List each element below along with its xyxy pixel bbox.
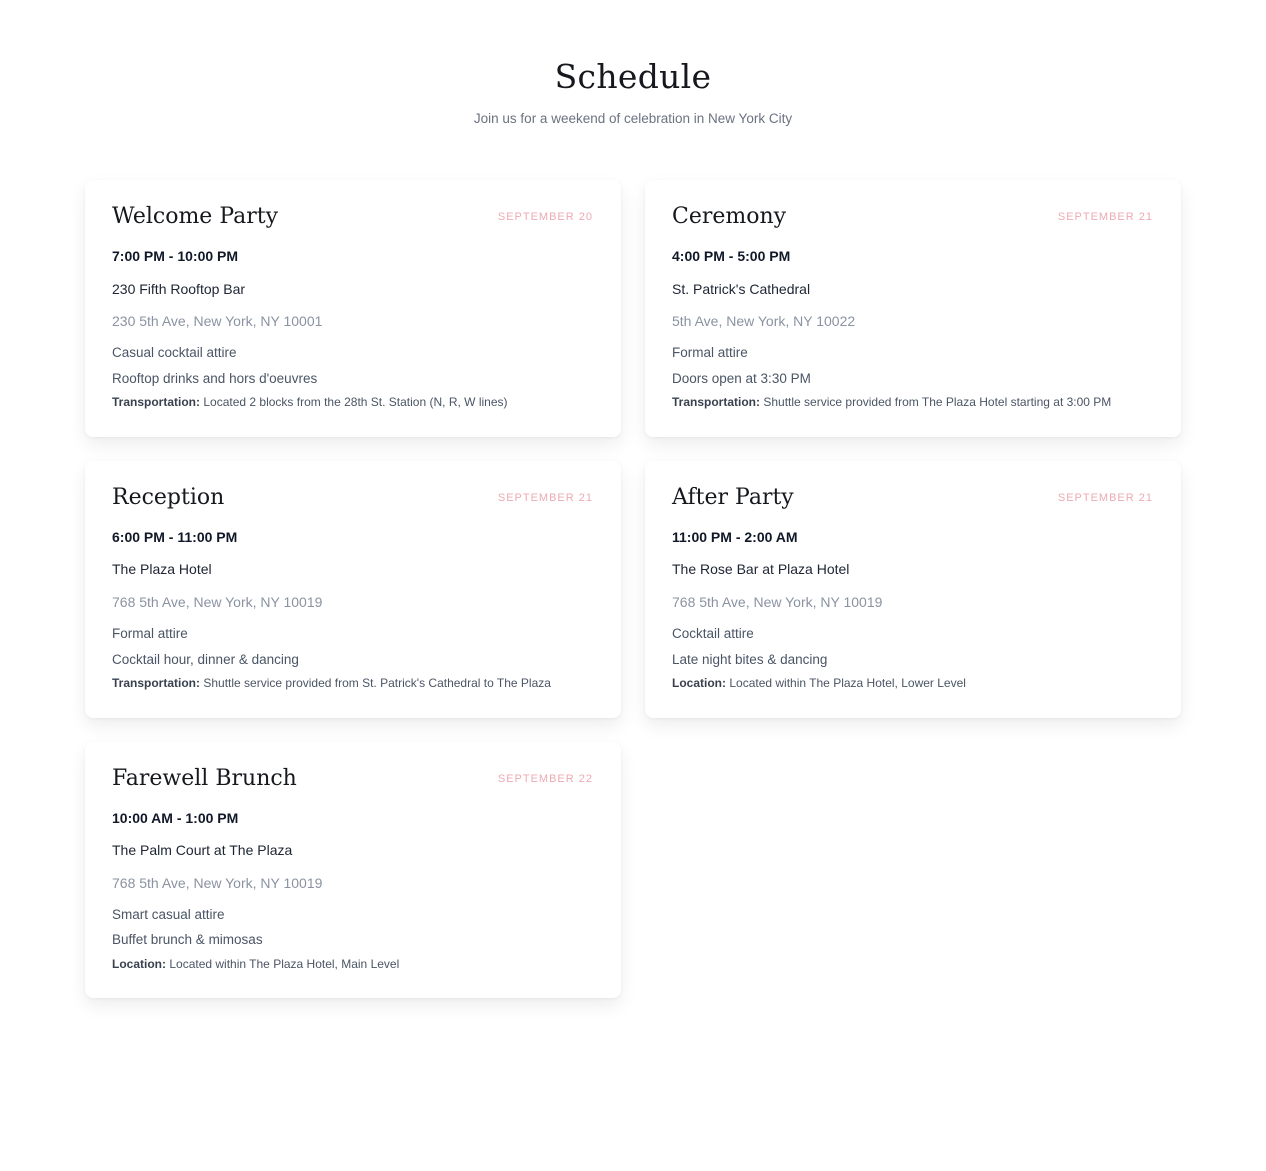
- event-note-text: Shuttle service provided from The Plaza Hotel starting at 3:00 PM: [763, 395, 1112, 410]
- event-address: 768 5th Ave, New York, NY 10019: [672, 593, 883, 610]
- event-card-header: [672, 204, 1153, 230]
- event-venue: The Plaza Hotel: [112, 561, 212, 578]
- event-address: 768 5th Ave, New York, NY 10019: [112, 593, 323, 610]
- event-card-header: [672, 485, 1153, 511]
- event-date: SEPTEMBER 21: [1057, 211, 1153, 224]
- page-title: Schedule: [554, 57, 712, 96]
- event-card-farewell-brunch: [85, 742, 621, 999]
- event-note-label: Transportation:: [112, 395, 201, 410]
- event-attire: Cocktail attire: [672, 626, 754, 642]
- event-card-after-party: [645, 461, 1181, 718]
- event-description: Cocktail hour, dinner & dancing: [112, 651, 299, 667]
- event-venue: The Rose Bar at Plaza Hotel: [672, 561, 850, 578]
- event-attire: Formal attire: [112, 626, 188, 642]
- event-time: 7:00 PM - 10:00 PM: [112, 248, 239, 265]
- event-title: After Party: [672, 484, 794, 510]
- event-note: [672, 394, 1153, 411]
- event-note-text: Shuttle service provided from St. Patrick's Cathedral to The Plaza: [203, 676, 551, 691]
- event-venue: St. Patrick's Cathedral: [672, 280, 811, 297]
- event-note: [672, 675, 1153, 692]
- event-card-ceremony: [645, 180, 1181, 437]
- event-address: 230 5th Ave, New York, NY 10001: [112, 312, 323, 329]
- event-time: 6:00 PM - 11:00 PM: [112, 529, 238, 546]
- event-date: SEPTEMBER 22: [497, 772, 593, 785]
- event-card-header: [112, 204, 593, 230]
- event-note: [112, 675, 593, 692]
- event-note-text: Located within The Plaza Hotel, Main Level: [169, 957, 400, 971]
- page-header: [0, 0, 1266, 126]
- event-attire: Casual cocktail attire: [112, 345, 237, 361]
- event-card-reception: [85, 461, 621, 718]
- event-note: [112, 394, 593, 411]
- event-card-header: [112, 766, 593, 792]
- page-subtitle: Join us for a weekend of celebration in New York City: [473, 111, 793, 126]
- event-time: 4:00 PM - 5:00 PM: [672, 248, 791, 265]
- event-description: Rooftop drinks and hors d'oeuvres: [112, 370, 318, 386]
- event-note-text: Located within The Plaza Hotel, Lower Level: [729, 676, 966, 691]
- event-note-label: Transportation:: [672, 395, 761, 410]
- event-date: SEPTEMBER 21: [1057, 491, 1153, 504]
- event-note-label: Transportation:: [112, 676, 201, 691]
- event-date: SEPTEMBER 20: [497, 211, 593, 224]
- schedule-grid: [85, 180, 1181, 1058]
- event-card-header: [112, 485, 593, 511]
- event-description: Late night bites & dancing: [672, 651, 828, 667]
- event-note-text: Located 2 blocks from the 28th St. Station (N, R, W lines): [203, 395, 508, 410]
- event-attire: Smart casual attire: [112, 906, 225, 922]
- event-time: 11:00 PM - 2:00 AM: [672, 529, 798, 546]
- event-note: [112, 956, 593, 973]
- event-note-label: Location:: [112, 957, 166, 971]
- event-address: 768 5th Ave, New York, NY 10019: [112, 874, 323, 891]
- event-attire: Formal attire: [672, 345, 748, 361]
- event-note-label: Location:: [672, 676, 726, 691]
- event-card-welcome-party: [85, 180, 621, 437]
- event-title: Welcome Party: [112, 204, 279, 229]
- event-venue: 230 Fifth Rooftop Bar: [112, 280, 246, 297]
- event-title: Farewell Brunch: [112, 765, 297, 791]
- event-time: 10:00 AM - 1:00 PM: [112, 809, 239, 826]
- event-description: Buffet brunch & mimosas: [112, 932, 263, 948]
- event-venue: The Palm Court at The Plaza: [112, 842, 293, 859]
- event-address: 5th Ave, New York, NY 10022: [672, 312, 856, 329]
- event-title: Reception: [112, 484, 225, 510]
- event-title: Ceremony: [672, 204, 787, 229]
- event-date: SEPTEMBER 21: [497, 491, 593, 504]
- event-description: Doors open at 3:30 PM: [672, 370, 811, 386]
